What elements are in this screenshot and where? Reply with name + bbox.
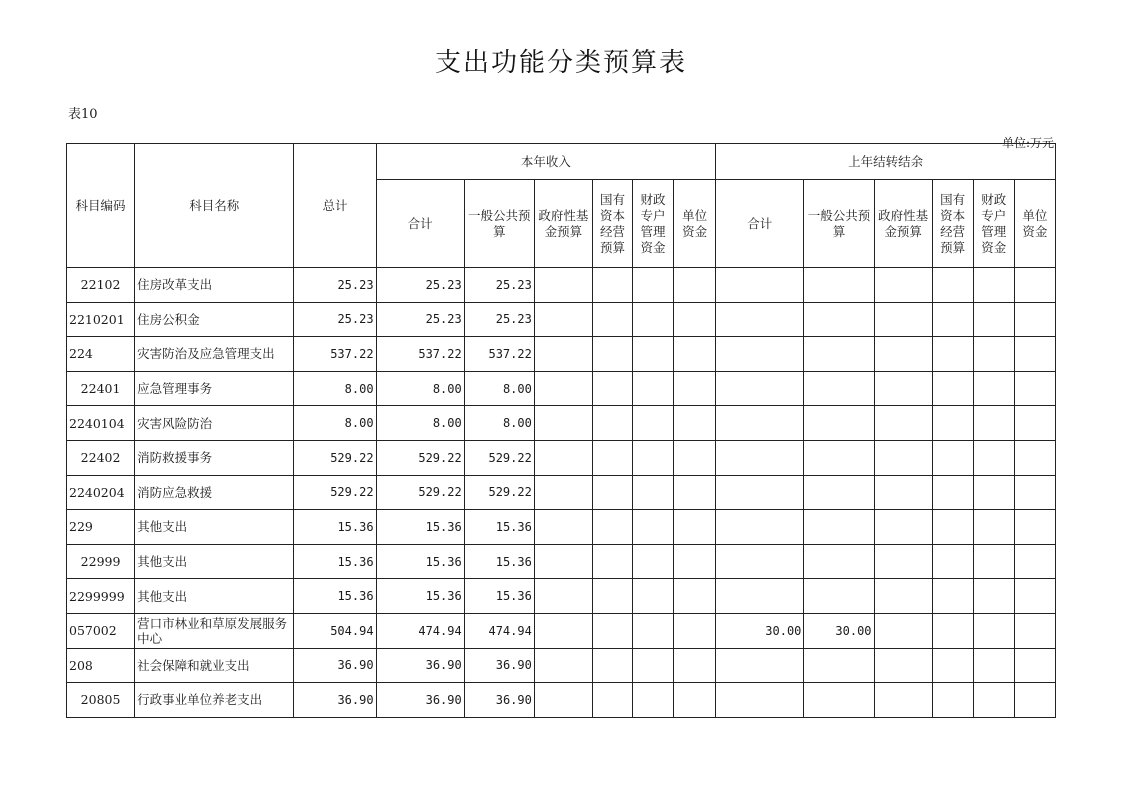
table-row bbox=[67, 302, 1056, 337]
cell-name: 其他支出 bbox=[135, 544, 294, 579]
cell-total: 36.90 bbox=[294, 683, 376, 718]
cell-cy-general: 15.36 bbox=[464, 510, 534, 545]
cell-code: 229 bbox=[67, 510, 135, 545]
cell-co-unit bbox=[1014, 579, 1055, 614]
cell-name: 住房改革支出 bbox=[135, 268, 294, 303]
cell-total: 8.00 bbox=[294, 406, 376, 441]
cell-name: 社会保障和就业支出 bbox=[135, 648, 294, 683]
table-row bbox=[67, 579, 1056, 614]
header-cy-general: 一般公共预算 bbox=[464, 180, 534, 268]
cell-co-total bbox=[716, 440, 804, 475]
cell-total: 15.36 bbox=[294, 510, 376, 545]
cell-co-fund bbox=[874, 440, 932, 475]
cell-cy-fund bbox=[534, 406, 592, 441]
cell-co-general: 30.00 bbox=[804, 613, 874, 648]
cell-total: 529.22 bbox=[294, 440, 376, 475]
cell-name: 营口市林业和草原发展服务中心 bbox=[135, 613, 294, 648]
cell-code: 057002 bbox=[67, 613, 135, 648]
cell-cy-fund bbox=[534, 337, 592, 372]
cell-total: 25.23 bbox=[294, 268, 376, 303]
cell-cy-fund bbox=[534, 510, 592, 545]
cell-name: 其他支出 bbox=[135, 510, 294, 545]
cell-cy-soe bbox=[592, 268, 632, 303]
cell-cy-unit bbox=[674, 613, 716, 648]
cell-co-soe bbox=[932, 302, 973, 337]
table-row bbox=[67, 648, 1056, 683]
cell-co-special bbox=[973, 371, 1014, 406]
cell-co-general bbox=[804, 268, 874, 303]
cell-co-general bbox=[804, 510, 874, 545]
cell-cy-total: 25.23 bbox=[376, 302, 464, 337]
cell-cy-unit bbox=[674, 302, 716, 337]
cell-cy-special bbox=[633, 440, 674, 475]
cell-cy-special bbox=[633, 683, 674, 718]
cell-cy-special bbox=[633, 406, 674, 441]
header-current-year: 本年收入 bbox=[376, 144, 716, 180]
header-total: 总计 bbox=[294, 144, 376, 268]
cell-co-special bbox=[973, 475, 1014, 510]
cell-cy-general: 474.94 bbox=[464, 613, 534, 648]
cell-co-total bbox=[716, 544, 804, 579]
cell-co-fund bbox=[874, 579, 932, 614]
cell-cy-special bbox=[633, 544, 674, 579]
cell-co-total bbox=[716, 337, 804, 372]
cell-code: 22999 bbox=[67, 544, 135, 579]
table-row bbox=[67, 544, 1056, 579]
cell-co-special bbox=[973, 648, 1014, 683]
cell-cy-special bbox=[633, 648, 674, 683]
cell-name: 灾害风险防治 bbox=[135, 406, 294, 441]
cell-total: 8.00 bbox=[294, 371, 376, 406]
cell-cy-total: 474.94 bbox=[376, 613, 464, 648]
table-body bbox=[67, 268, 1056, 718]
cell-cy-soe bbox=[592, 440, 632, 475]
cell-cy-total: 529.22 bbox=[376, 475, 464, 510]
cell-cy-total: 36.90 bbox=[376, 683, 464, 718]
table-row bbox=[67, 683, 1056, 718]
cell-co-unit bbox=[1014, 648, 1055, 683]
cell-co-unit bbox=[1014, 302, 1055, 337]
cell-cy-general: 25.23 bbox=[464, 302, 534, 337]
cell-co-total bbox=[716, 268, 804, 303]
cell-name: 灾害防治及应急管理支出 bbox=[135, 337, 294, 372]
cell-co-soe bbox=[932, 406, 973, 441]
cell-co-general bbox=[804, 302, 874, 337]
cell-co-special bbox=[973, 510, 1014, 545]
cell-co-special bbox=[973, 406, 1014, 441]
table-row bbox=[67, 268, 1056, 303]
cell-co-total bbox=[716, 406, 804, 441]
cell-cy-unit bbox=[674, 371, 716, 406]
cell-co-total: 30.00 bbox=[716, 613, 804, 648]
cell-total: 504.94 bbox=[294, 613, 376, 648]
cell-co-unit bbox=[1014, 683, 1055, 718]
cell-co-unit bbox=[1014, 268, 1055, 303]
cell-co-soe bbox=[932, 371, 973, 406]
table-row bbox=[67, 510, 1056, 545]
cell-cy-general: 529.22 bbox=[464, 440, 534, 475]
cell-co-unit bbox=[1014, 510, 1055, 545]
cell-cy-unit bbox=[674, 268, 716, 303]
cell-cy-soe bbox=[592, 337, 632, 372]
cell-total: 15.36 bbox=[294, 544, 376, 579]
header-co-special: 财政专户管理资金 bbox=[973, 180, 1014, 268]
cell-co-total bbox=[716, 371, 804, 406]
cell-co-special bbox=[973, 268, 1014, 303]
cell-cy-unit bbox=[674, 648, 716, 683]
cell-co-general bbox=[804, 579, 874, 614]
header-code: 科目编码 bbox=[67, 144, 135, 268]
cell-cy-total: 25.23 bbox=[376, 268, 464, 303]
cell-co-general bbox=[804, 371, 874, 406]
cell-cy-general: 8.00 bbox=[464, 371, 534, 406]
cell-co-total bbox=[716, 683, 804, 718]
cell-co-total bbox=[716, 302, 804, 337]
cell-co-general bbox=[804, 440, 874, 475]
cell-cy-soe bbox=[592, 544, 632, 579]
cell-cy-general: 25.23 bbox=[464, 268, 534, 303]
cell-co-soe bbox=[932, 510, 973, 545]
cell-cy-general: 36.90 bbox=[464, 648, 534, 683]
cell-co-general bbox=[804, 648, 874, 683]
cell-co-soe bbox=[932, 613, 973, 648]
cell-cy-total: 8.00 bbox=[376, 406, 464, 441]
cell-cy-unit bbox=[674, 406, 716, 441]
cell-co-special bbox=[973, 613, 1014, 648]
cell-cy-unit bbox=[674, 337, 716, 372]
cell-cy-special bbox=[633, 510, 674, 545]
cell-cy-soe bbox=[592, 510, 632, 545]
cell-cy-soe bbox=[592, 302, 632, 337]
cell-cy-special bbox=[633, 579, 674, 614]
cell-code: 2240104 bbox=[67, 406, 135, 441]
cell-cy-unit bbox=[674, 683, 716, 718]
cell-name: 行政事业单位养老支出 bbox=[135, 683, 294, 718]
cell-total: 15.36 bbox=[294, 579, 376, 614]
table-row bbox=[67, 406, 1056, 441]
cell-co-soe bbox=[932, 475, 973, 510]
cell-co-special bbox=[973, 544, 1014, 579]
cell-co-unit bbox=[1014, 613, 1055, 648]
cell-co-total bbox=[716, 648, 804, 683]
cell-code: 22402 bbox=[67, 440, 135, 475]
table-row bbox=[67, 440, 1056, 475]
cell-cy-general: 36.90 bbox=[464, 683, 534, 718]
cell-cy-soe bbox=[592, 579, 632, 614]
cell-name: 住房公积金 bbox=[135, 302, 294, 337]
cell-co-general bbox=[804, 406, 874, 441]
cell-co-special bbox=[973, 440, 1014, 475]
cell-co-fund bbox=[874, 544, 932, 579]
cell-total: 529.22 bbox=[294, 475, 376, 510]
cell-co-general bbox=[804, 683, 874, 718]
cell-code: 20805 bbox=[67, 683, 135, 718]
header-co-fund: 政府性基金预算 bbox=[874, 180, 932, 268]
cell-cy-special bbox=[633, 337, 674, 372]
cell-cy-soe bbox=[592, 683, 632, 718]
cell-code: 22401 bbox=[67, 371, 135, 406]
cell-co-unit bbox=[1014, 440, 1055, 475]
cell-cy-total: 15.36 bbox=[376, 510, 464, 545]
cell-cy-fund bbox=[534, 268, 592, 303]
cell-co-unit bbox=[1014, 337, 1055, 372]
cell-cy-total: 15.36 bbox=[376, 544, 464, 579]
cell-name: 消防救援事务 bbox=[135, 440, 294, 475]
cell-co-soe bbox=[932, 579, 973, 614]
cell-co-special bbox=[973, 337, 1014, 372]
cell-co-general bbox=[804, 475, 874, 510]
cell-co-soe bbox=[932, 440, 973, 475]
cell-co-fund bbox=[874, 302, 932, 337]
cell-co-general bbox=[804, 337, 874, 372]
cell-co-fund bbox=[874, 475, 932, 510]
header-co-soe: 国有资本经营预算 bbox=[932, 180, 973, 268]
cell-co-total bbox=[716, 579, 804, 614]
cell-cy-unit bbox=[674, 475, 716, 510]
cell-co-unit bbox=[1014, 544, 1055, 579]
cell-cy-general: 529.22 bbox=[464, 475, 534, 510]
cell-cy-general: 15.36 bbox=[464, 544, 534, 579]
cell-code: 208 bbox=[67, 648, 135, 683]
header-co-unit: 单位资金 bbox=[1014, 180, 1055, 268]
cell-cy-soe bbox=[592, 475, 632, 510]
cell-cy-general: 537.22 bbox=[464, 337, 534, 372]
cell-cy-soe bbox=[592, 406, 632, 441]
cell-total: 537.22 bbox=[294, 337, 376, 372]
cell-cy-special bbox=[633, 302, 674, 337]
cell-cy-fund bbox=[534, 371, 592, 406]
cell-cy-soe bbox=[592, 371, 632, 406]
cell-co-soe bbox=[932, 268, 973, 303]
cell-code: 22102 bbox=[67, 268, 135, 303]
cell-cy-special bbox=[633, 613, 674, 648]
page-title: 支出功能分类预算表 bbox=[434, 48, 687, 78]
cell-cy-fund bbox=[534, 683, 592, 718]
cell-co-fund bbox=[874, 648, 932, 683]
cell-name: 其他支出 bbox=[135, 579, 294, 614]
cell-total: 25.23 bbox=[294, 302, 376, 337]
header-cy-soe: 国有资本经营预算 bbox=[592, 180, 632, 268]
cell-cy-special bbox=[633, 475, 674, 510]
header-cy-fund: 政府性基金预算 bbox=[534, 180, 592, 268]
cell-co-soe bbox=[932, 337, 973, 372]
cell-cy-special bbox=[633, 371, 674, 406]
cell-co-fund bbox=[874, 683, 932, 718]
cell-cy-fund bbox=[534, 613, 592, 648]
cell-code: 224 bbox=[67, 337, 135, 372]
cell-co-fund bbox=[874, 510, 932, 545]
table-row bbox=[67, 613, 1056, 648]
cell-cy-general: 8.00 bbox=[464, 406, 534, 441]
header-cy-unit: 单位资金 bbox=[674, 180, 716, 268]
cell-cy-fund bbox=[534, 648, 592, 683]
cell-cy-total: 537.22 bbox=[376, 337, 464, 372]
cell-cy-total: 529.22 bbox=[376, 440, 464, 475]
header-co-total: 合计 bbox=[716, 180, 804, 268]
cell-name: 消防应急救援 bbox=[135, 475, 294, 510]
cell-code: 2210201 bbox=[67, 302, 135, 337]
table-row bbox=[67, 337, 1056, 372]
cell-cy-fund bbox=[534, 302, 592, 337]
cell-cy-soe bbox=[592, 613, 632, 648]
cell-co-unit bbox=[1014, 406, 1055, 441]
cell-co-fund bbox=[874, 337, 932, 372]
cell-cy-unit bbox=[674, 510, 716, 545]
cell-co-special bbox=[973, 683, 1014, 718]
cell-co-soe bbox=[932, 544, 973, 579]
cell-co-fund bbox=[874, 268, 932, 303]
table-row bbox=[67, 371, 1056, 406]
cell-co-soe bbox=[932, 683, 973, 718]
header-name: 科目名称 bbox=[135, 144, 294, 268]
cell-cy-fund bbox=[534, 544, 592, 579]
cell-cy-fund bbox=[534, 475, 592, 510]
budget-table bbox=[66, 143, 1056, 718]
cell-cy-unit bbox=[674, 579, 716, 614]
header-carryover: 上年结转结余 bbox=[716, 144, 1056, 180]
cell-code: 2240204 bbox=[67, 475, 135, 510]
table-row bbox=[67, 475, 1056, 510]
cell-cy-total: 36.90 bbox=[376, 648, 464, 683]
cell-cy-total: 8.00 bbox=[376, 371, 464, 406]
cell-co-general bbox=[804, 544, 874, 579]
cell-code: 2299999 bbox=[67, 579, 135, 614]
cell-cy-unit bbox=[674, 544, 716, 579]
cell-co-unit bbox=[1014, 371, 1055, 406]
cell-co-special bbox=[973, 302, 1014, 337]
cell-cy-total: 15.36 bbox=[376, 579, 464, 614]
cell-co-total bbox=[716, 475, 804, 510]
cell-cy-unit bbox=[674, 440, 716, 475]
cell-co-unit bbox=[1014, 475, 1055, 510]
cell-cy-special bbox=[633, 268, 674, 303]
header-cy-special: 财政专户管理资金 bbox=[633, 180, 674, 268]
cell-co-total bbox=[716, 510, 804, 545]
cell-cy-general: 15.36 bbox=[464, 579, 534, 614]
header-co-general: 一般公共预算 bbox=[804, 180, 874, 268]
cell-cy-soe bbox=[592, 648, 632, 683]
cell-total: 36.90 bbox=[294, 648, 376, 683]
cell-co-soe bbox=[932, 648, 973, 683]
cell-co-fund bbox=[874, 371, 932, 406]
cell-cy-fund bbox=[534, 440, 592, 475]
table-number: 表10 bbox=[68, 107, 98, 122]
cell-co-special bbox=[973, 579, 1014, 614]
header-cy-total: 合计 bbox=[376, 180, 464, 268]
cell-name: 应急管理事务 bbox=[135, 371, 294, 406]
cell-co-fund bbox=[874, 613, 932, 648]
unit-label: 单位:万元 bbox=[1001, 136, 1054, 150]
cell-cy-fund bbox=[534, 579, 592, 614]
cell-co-fund bbox=[874, 406, 932, 441]
